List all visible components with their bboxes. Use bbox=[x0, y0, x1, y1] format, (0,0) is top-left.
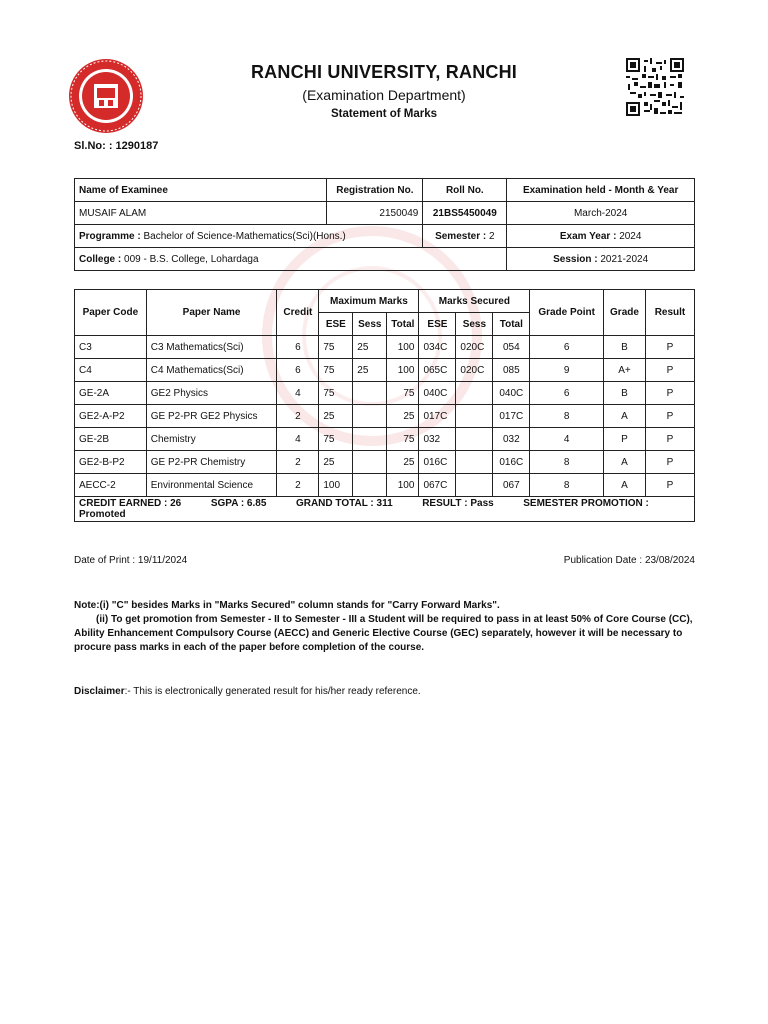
cell-credit: 2 bbox=[277, 451, 319, 474]
cell-result: P bbox=[645, 359, 694, 382]
exam-year-value: 2024 bbox=[619, 230, 642, 242]
cell-grade: A+ bbox=[604, 359, 646, 382]
cell-max-ese: 25 bbox=[319, 451, 353, 474]
header-paper-name: Paper Name bbox=[146, 290, 277, 336]
header-max-total: Total bbox=[387, 313, 419, 336]
programme-value: Bachelor of Science-Mathematics(Sci)(Hons.) bbox=[143, 230, 346, 242]
date-of-print: Date of Print : 19/11/2024 bbox=[74, 555, 188, 566]
semester-label: Semester : bbox=[435, 230, 487, 242]
cell-paper-code: C4 bbox=[75, 359, 147, 382]
cell-max-sess: 25 bbox=[353, 359, 387, 382]
grand-total: GRAND TOTAL : 311 bbox=[295, 498, 393, 509]
cell-sec-total: 040C bbox=[493, 382, 530, 405]
header-marks-secured: Marks Secured bbox=[419, 290, 530, 313]
cell-paper-name: GE2 Physics bbox=[146, 382, 277, 405]
cell-max-sess bbox=[353, 451, 387, 474]
header-maximum-marks: Maximum Marks bbox=[319, 290, 419, 313]
cell-max-sess bbox=[353, 428, 387, 451]
department-name: (Examination Department) bbox=[302, 87, 466, 103]
cell-sec-ese: 017C bbox=[419, 405, 456, 428]
cell-max-ese: 75 bbox=[319, 428, 353, 451]
cell-grade-point: 4 bbox=[530, 428, 604, 451]
cell-grade: A bbox=[604, 474, 646, 497]
cell-result: P bbox=[645, 428, 694, 451]
cell-sec-ese: 034C bbox=[419, 336, 456, 359]
cell-paper-code: GE2-A-P2 bbox=[75, 405, 147, 428]
cell-sec-sess: 020C bbox=[456, 336, 493, 359]
cell-max-ese: 100 bbox=[319, 474, 353, 497]
cell-sec-sess bbox=[456, 451, 493, 474]
header-sec-sess: Sess bbox=[456, 313, 493, 336]
cell-paper-name: GE P2-PR GE2 Physics bbox=[146, 405, 277, 428]
header-paper-code: Paper Code bbox=[75, 290, 147, 336]
document-title: Statement of Marks bbox=[330, 108, 438, 120]
publication-date: Publication Date : 23/08/2024 bbox=[563, 555, 695, 566]
cell-sec-ese: 065C bbox=[419, 359, 456, 382]
cell-max-total: 100 bbox=[387, 336, 419, 359]
cell-sec-sess bbox=[456, 405, 493, 428]
header-registration: Registration No. bbox=[327, 179, 423, 202]
exam-held: March-2024 bbox=[507, 202, 695, 225]
cell-sec-sess bbox=[456, 428, 493, 451]
cell-credit: 2 bbox=[277, 405, 319, 428]
cell-paper-code: GE-2B bbox=[75, 428, 147, 451]
cell-max-sess: 25 bbox=[353, 336, 387, 359]
cell-credit: 2 bbox=[277, 474, 319, 497]
cell-paper-code: GE-2A bbox=[75, 382, 147, 405]
header-sec-ese: ESE bbox=[419, 313, 456, 336]
cell-sec-sess: 020C bbox=[456, 359, 493, 382]
marks-row bbox=[75, 451, 695, 474]
note-1: Note:(i) "C" besides Marks in "Marks Secured" column stands for "Carry Forward Marks". bbox=[74, 600, 500, 611]
cell-max-sess bbox=[353, 474, 387, 497]
cell-credit: 6 bbox=[277, 359, 319, 382]
cell-max-total: 75 bbox=[387, 428, 419, 451]
session-cell bbox=[507, 248, 695, 271]
cell-max-sess bbox=[353, 405, 387, 428]
disclaimer-text: :- This is electronically generated result for his/her ready reference. bbox=[124, 686, 421, 697]
summary-row bbox=[75, 497, 695, 522]
cell-max-ese: 75 bbox=[319, 336, 353, 359]
marks-row bbox=[75, 474, 695, 497]
header-grade: Grade bbox=[604, 290, 646, 336]
cell-sec-sess bbox=[456, 382, 493, 405]
exam-year-cell bbox=[507, 225, 695, 248]
programme-cell bbox=[75, 225, 423, 248]
notes bbox=[74, 599, 704, 655]
header-grade-point: Grade Point bbox=[530, 290, 604, 336]
marks-row bbox=[75, 382, 695, 405]
header-result: Result bbox=[645, 290, 694, 336]
cell-grade-point: 9 bbox=[530, 359, 604, 382]
semester-promotion: SEMESTER PROMOTION : Promoted bbox=[79, 498, 649, 520]
serial-number: Sl.No: : 1290187 bbox=[74, 140, 159, 152]
examinee-name: MUSAIF ALAM bbox=[75, 202, 327, 225]
disclaimer bbox=[74, 686, 421, 697]
cell-grade: A bbox=[604, 451, 646, 474]
header-max-sess: Sess bbox=[353, 313, 387, 336]
cell-sec-ese: 067C bbox=[419, 474, 456, 497]
note-2: (ii) To get promotion from Semester - II to Semester - III a Student will be required to pass in at least 50% of Core Course (CC), Ability Enhancement Compulsory Course (AECC) and Generic Elective Course (GEC) separately, however it will be necessary to procure pass marks in each of the paper before completion of the course. bbox=[74, 614, 693, 653]
cell-sec-total: 085 bbox=[493, 359, 530, 382]
cell-max-total: 100 bbox=[387, 359, 419, 382]
cell-sec-ese: 016C bbox=[419, 451, 456, 474]
college-cell bbox=[75, 248, 507, 271]
cell-result: P bbox=[645, 474, 694, 497]
marks-table bbox=[74, 289, 695, 522]
cell-paper-name: Chemistry bbox=[146, 428, 277, 451]
roll-number: 21BS5450049 bbox=[423, 202, 507, 225]
cell-max-total: 100 bbox=[387, 474, 419, 497]
cell-grade-point: 6 bbox=[530, 336, 604, 359]
cell-max-total: 75 bbox=[387, 382, 419, 405]
university-name: RANCHI UNIVERSITY, RANCHI bbox=[250, 62, 518, 82]
cell-max-ese: 75 bbox=[319, 359, 353, 382]
disclaimer-label: Disclaimer bbox=[74, 686, 125, 697]
cell-paper-code: C3 bbox=[75, 336, 147, 359]
cell-paper-code: AECC-2 bbox=[75, 474, 147, 497]
sgpa: SGPA : 6.85 bbox=[210, 498, 267, 509]
cell-grade: B bbox=[604, 336, 646, 359]
marks-row bbox=[75, 405, 695, 428]
registration-number: 2150049 bbox=[327, 202, 423, 225]
header-sec-total: Total bbox=[493, 313, 530, 336]
cell-result: P bbox=[645, 405, 694, 428]
cell-credit: 4 bbox=[277, 428, 319, 451]
exam-year-label: Exam Year : bbox=[559, 230, 617, 242]
header-max-ese: ESE bbox=[319, 313, 353, 336]
cell-grade: A bbox=[604, 405, 646, 428]
cell-max-total: 25 bbox=[387, 451, 419, 474]
cell-grade: P bbox=[604, 428, 646, 451]
cell-paper-name: C4 Mathematics(Sci) bbox=[146, 359, 277, 382]
qr-code-icon bbox=[626, 58, 684, 116]
header-exam-held: Examination held - Month & Year bbox=[507, 179, 695, 202]
cell-result: P bbox=[645, 451, 694, 474]
cell-grade-point: 8 bbox=[530, 451, 604, 474]
college-label: College : bbox=[79, 253, 122, 265]
semester-value: 2 bbox=[489, 230, 495, 242]
cell-grade: B bbox=[604, 382, 646, 405]
cell-paper-name: Environmental Science bbox=[146, 474, 277, 497]
header-roll: Roll No. bbox=[423, 179, 507, 202]
credit-earned: CREDIT EARNED : 26 bbox=[79, 498, 182, 509]
college-value: 009 - B.S. College, Lohardaga bbox=[124, 253, 259, 265]
cell-grade-point: 8 bbox=[530, 474, 604, 497]
cell-max-sess bbox=[353, 382, 387, 405]
result-summary: RESULT : Pass bbox=[422, 498, 494, 509]
cell-result: P bbox=[645, 382, 694, 405]
session-value: 2021-2024 bbox=[600, 253, 649, 265]
cell-max-ese: 75 bbox=[319, 382, 353, 405]
cell-sec-total: 017C bbox=[493, 405, 530, 428]
cell-paper-name: C3 Mathematics(Sci) bbox=[146, 336, 277, 359]
programme-label: Programme : bbox=[79, 230, 141, 242]
header-name: Name of Examinee bbox=[75, 179, 327, 202]
cell-grade-point: 6 bbox=[530, 382, 604, 405]
cell-result: P bbox=[645, 336, 694, 359]
student-details-table bbox=[74, 178, 695, 271]
cell-max-ese: 25 bbox=[319, 405, 353, 428]
marks-row bbox=[75, 359, 695, 382]
cell-credit: 6 bbox=[277, 336, 319, 359]
cell-sec-total: 054 bbox=[493, 336, 530, 359]
cell-sec-sess bbox=[456, 474, 493, 497]
semester-cell bbox=[423, 225, 507, 248]
cell-max-total: 25 bbox=[387, 405, 419, 428]
cell-sec-ese: 032 bbox=[419, 428, 456, 451]
cell-sec-total: 016C bbox=[493, 451, 530, 474]
marks-row bbox=[75, 336, 695, 359]
cell-paper-name: GE P2-PR Chemistry bbox=[146, 451, 277, 474]
marks-row bbox=[75, 428, 695, 451]
cell-sec-total: 032 bbox=[493, 428, 530, 451]
cell-paper-code: GE2-B-P2 bbox=[75, 451, 147, 474]
cell-sec-total: 067 bbox=[493, 474, 530, 497]
cell-sec-ese: 040C bbox=[419, 382, 456, 405]
cell-grade-point: 8 bbox=[530, 405, 604, 428]
cell-credit: 4 bbox=[277, 382, 319, 405]
header-credit: Credit bbox=[277, 290, 319, 336]
session-label: Session : bbox=[553, 253, 598, 265]
